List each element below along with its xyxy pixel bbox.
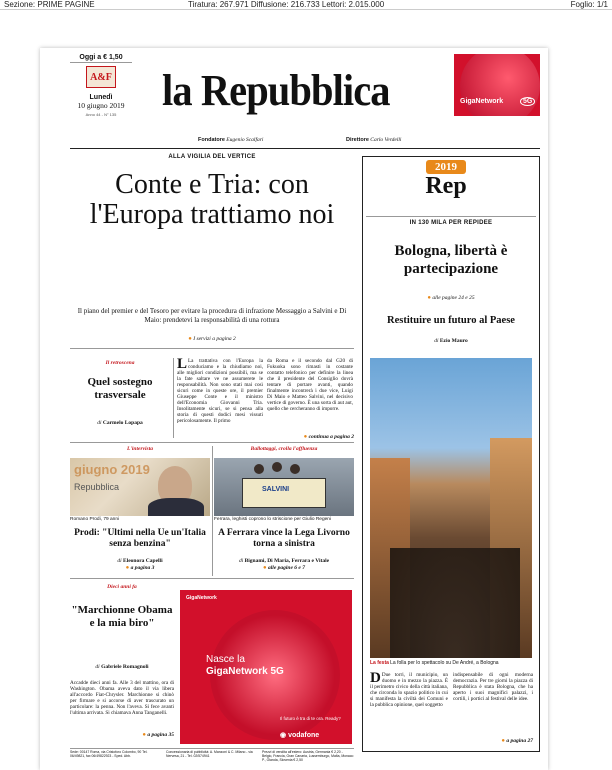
founder-line	[198, 137, 318, 143]
intervista-byline	[70, 558, 210, 564]
masthead-title: la Repubblica	[162, 66, 390, 115]
column-rule	[173, 358, 174, 438]
person-body-shape	[148, 498, 204, 516]
page-number: Foglio: 1/1	[570, 0, 608, 9]
founder-label: Fondatore	[198, 137, 225, 143]
ballottaggi-headline[interactable]: A Ferrara vince la Lega Livorno torna a sinistra	[218, 528, 350, 549]
photo-banner-text: giugno 2019	[74, 462, 150, 477]
ballottaggi-ref	[214, 565, 354, 571]
vodafone-logo	[280, 731, 319, 739]
bologna-crowd-photo	[370, 358, 532, 658]
director-name: Carlo Verdelli	[370, 137, 402, 143]
rep-body-col2: indispensabile di ogni moderna democrazia. Per tre giorni la piazza di Repubblica è stata Bologna, che ha aperto i suoi magnifici palazzi, i cortili, i portici al festival delle idee.	[453, 672, 533, 702]
arrow-icon: ●	[188, 336, 192, 342]
rep-tagline: IN 130 MILA PER REPIDEE	[409, 220, 493, 226]
founder-name: Eugenio Scalfari	[226, 137, 264, 143]
af-badge-text: A&F	[90, 72, 112, 83]
ballottaggi-ref-text: alle pagine 6 e 7	[268, 565, 305, 571]
issue-number: Anno 44 - N° 135	[85, 112, 117, 117]
caption-label: La festa	[370, 660, 389, 666]
lead-col1-text: La trattativa con l'Europa la conduciamo e la chiudiamo noi, alle migliori condizioni possibili, ma se la fate saltare ve ne assumerete le responsabilità. Non sono stati mai così sicuri come in queste ore, il premier Giuseppe Conte e il ministro dell'Economia Giovanni Tria. Insolitamente sicuri, se si pensa alla storia di questi dodici mesi vissuti pericolosamente. Il primo	[177, 358, 263, 424]
rep-caption	[370, 660, 532, 666]
dieci-ref-text: a pagina 35	[147, 732, 174, 738]
byline-prefix: di	[238, 558, 244, 564]
caption-text: La folla per lo spettacolo su De André, a Bologna	[390, 660, 499, 666]
circulation-stats: Tiratura: 267.971 Diffusione: 216.733 Lettori: 2.015.000	[188, 0, 385, 9]
retroscena-byline	[70, 420, 170, 426]
intervista-author: Eleonora Capelli	[123, 558, 163, 564]
ad-small-text: Il futuro è tra di te ora. Ready?	[280, 716, 341, 721]
price-label: Oggi a € 1,50	[70, 54, 132, 63]
ad-line2: GigaNetwork	[206, 666, 268, 677]
byline-prefix: di	[434, 338, 439, 344]
dropcap: D	[370, 672, 381, 686]
lead-headline[interactable]: Conte e Tria: con l'Europa trattiamo noi	[89, 169, 335, 230]
lead-summary: Il piano del premier e del Tesoro per evitare la procedura di infrazione Messaggio a Salvini e Di Maio: prendetevi la responsabilità di una rottura	[77, 307, 347, 324]
rep-logo: Rep	[425, 173, 467, 199]
masthead-rule	[70, 148, 540, 149]
rep-year: 2019	[426, 160, 466, 174]
rep-continue	[453, 738, 533, 744]
retroscena-headline[interactable]: Quel sostegno trasversale	[87, 376, 153, 401]
ballottaggi-caption: Ferrara, leghisti coprono lo striscione per Giulio Regeni	[214, 517, 332, 522]
lead-rule	[70, 348, 354, 349]
retroscena-author: Carmelo Lopapa	[102, 420, 143, 426]
ad-brand: GigaNetwork	[460, 98, 504, 105]
vodafone-icon: ◉	[280, 732, 287, 739]
rep-subheadline[interactable]: Restituire un futuro al Paese	[387, 315, 515, 326]
person-head-shape	[254, 464, 264, 474]
rep-author: Ezio Mauro	[439, 338, 468, 344]
newspaper-page	[40, 48, 548, 770]
vodafone-text: vodafone	[288, 732, 320, 739]
footer-rule	[70, 748, 354, 749]
director-line	[346, 137, 466, 143]
footer-col3: Prezzi di vendita all'estero: Austria, Germania € 2,20 - Belgio, Francia, Gran Canaria, Lussemburgo, Malta, Monaco P., Olanda, Slovenia € 2,50	[262, 750, 354, 762]
ballottaggi-kicker: Ballottaggi, crolla l'affluenza	[250, 446, 318, 452]
document-info-bar	[0, 0, 612, 10]
ad-line1: Nasce la	[206, 654, 245, 665]
dieci-ref	[70, 732, 174, 738]
crowd-shape	[390, 548, 520, 658]
dieci-author: Gabriele Romagnoli	[101, 664, 149, 670]
dieci-headline[interactable]: "Marchionne Obama e la mia biro"	[71, 604, 173, 629]
lead-body-col2: da Roma e il secondo dal G20 di Fukuoka sono rimasti in costante contatto telefonico per definire la linea che il presidente del Consiglio dovrà tentare di portare avanti, quando finalmente incontrerà i due vice, Luigi Di Maio e Matteo Salvini, nel decisivo vertice di governo. È una sorta di aut aut, quello che cercheranno di imporre.	[267, 358, 353, 412]
photo-banner-text: SALVINI	[262, 486, 290, 493]
lead-kicker: ALLA VIGILIA DEL VERTICE	[168, 154, 256, 160]
column-rule	[212, 446, 213, 576]
rep-ref-text: alle pagine 24 e 25	[432, 295, 475, 301]
byline-prefix: di	[97, 420, 102, 426]
intervista-ref-text: a pagina 3	[130, 565, 155, 571]
rep-col1-text: Due torri, il municipio, un duomo e in mezzo la piazza. È il perimetro civico della città italiana, che circonda lo spazio politico in cui si manifesta la civiltà dei Comuni e la pubblica opinione, quel soggetto	[370, 672, 448, 708]
retroscena-kicker: Il retroscena	[105, 360, 135, 366]
ad-glow-shape	[460, 54, 540, 116]
section-label: Sezione: PRIME PAGINE	[4, 0, 95, 9]
rep-ref	[366, 295, 536, 301]
arrow-icon: ●	[303, 434, 308, 440]
ad-5g: 5G	[520, 97, 535, 106]
intervista-caption: Romano Prodi, 79 anni	[70, 517, 120, 522]
arrow-icon: ●	[427, 295, 432, 301]
dieci-byline	[70, 664, 174, 670]
date-day: Lunedì	[89, 94, 113, 101]
date: 10 giugno 2019	[77, 101, 125, 110]
byline-prefix: di	[95, 664, 100, 670]
arrow-icon: ●	[501, 738, 506, 744]
ballottaggi-byline	[214, 558, 354, 564]
price-box	[70, 54, 132, 154]
af-badge	[86, 66, 116, 88]
person-head-shape	[272, 462, 282, 472]
rep-rule	[366, 216, 536, 217]
ballottaggi-authors: Bignami, Di Maria, Ferrara e Vitale	[244, 558, 330, 564]
ad-line3: 5G	[270, 666, 284, 677]
lead-continue	[290, 434, 354, 440]
byline-prefix: di	[117, 558, 122, 564]
rep-headline[interactable]: Bologna, libertà è partecipazione	[394, 243, 508, 277]
footer-col2: Concessionaria di pubblicità: A. Manzoni & C. Milano - via Nervesa, 21 - Tel. 02/574941	[166, 750, 253, 758]
ad-headline	[206, 654, 284, 678]
arrow-icon: ●	[142, 732, 147, 738]
rep-body-col1	[370, 672, 448, 742]
masthead-ad[interactable]	[454, 54, 540, 116]
dieci-body: Accadde dieci anni fa. Alle 3 del mattino, ora di Washington. Obama aveva dato il via libera all'accordo Fiat-Chrysler. Marchionne si chinò per firmare e si accorse di aver trascurato un particolare: la penna. Non l'aveva. Si fece avanti l'ultima arrivata. Si chiamava Anna Tanganelli.	[70, 680, 174, 716]
ad-brand: GigaNetwork	[186, 595, 217, 601]
ferrara-photo	[214, 458, 354, 516]
person-head-shape	[290, 464, 300, 474]
section-rule	[70, 442, 354, 443]
lead-body-col1	[177, 358, 263, 442]
arrow-icon: ●	[125, 565, 130, 571]
lead-continue-text: continua a pagina 2	[308, 434, 354, 440]
intervista-headline[interactable]: Prodi: "Ultimi nella Ue un'Italia senza benzina"	[74, 528, 206, 549]
vodafone-ad[interactable]	[180, 590, 352, 744]
director-label: Direttore	[346, 137, 369, 143]
prodi-photo	[70, 458, 210, 516]
photo-banner-text2: Repubblica	[74, 482, 120, 492]
intervista-kicker: L'intervista	[127, 446, 153, 452]
rep-byline	[366, 338, 536, 344]
intervista-ref	[70, 565, 210, 571]
lead-ref-text: I servizi a pagina 2	[193, 336, 236, 342]
banner-shape	[242, 478, 326, 508]
dropcap: L	[177, 358, 188, 372]
section-rule	[70, 578, 354, 579]
footer-col1: Sede: 00147 Roma, via Cristoforo Colombo, 90 Tel. 06/49821, fax 06/49822923 - Sped. Abb.	[70, 750, 148, 758]
lead-ref	[70, 336, 354, 342]
arrow-icon: ●	[263, 565, 267, 571]
dieci-kicker: Dieci anni fa	[107, 584, 137, 590]
rep-continue-text: a pagina 27	[506, 738, 533, 744]
